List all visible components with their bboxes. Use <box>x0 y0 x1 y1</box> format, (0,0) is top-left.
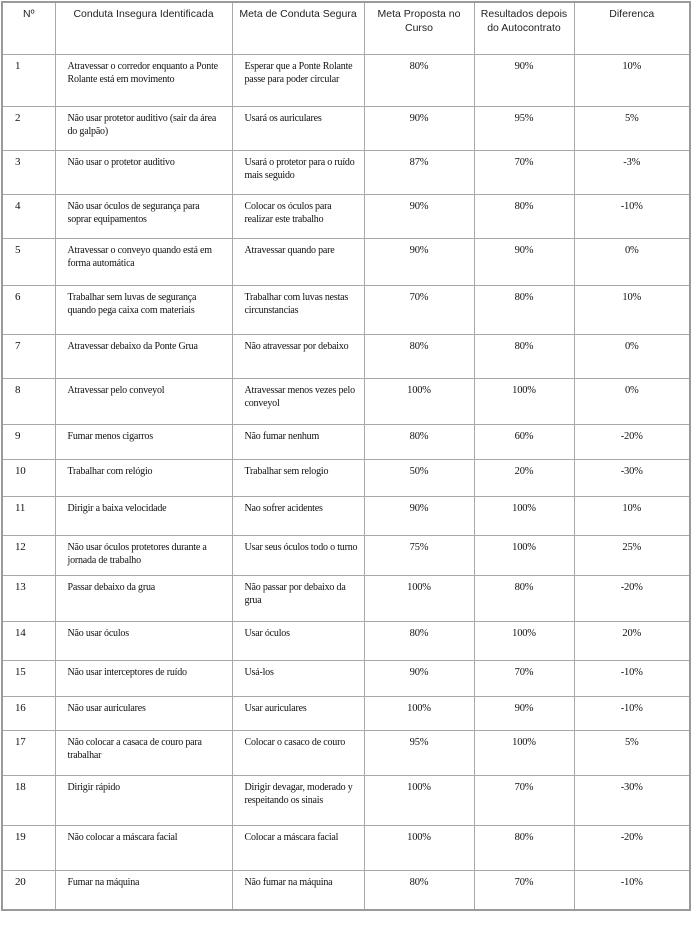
row-number-cell: 11 <box>2 496 55 535</box>
unsafe-conduct-cell: Atravessar pelo conveyol <box>55 378 232 424</box>
table-row <box>2 238 690 285</box>
table-row <box>2 575 690 621</box>
table-row <box>2 825 690 870</box>
table-row <box>2 660 690 696</box>
difference-cell: 0% <box>574 238 690 285</box>
conduct-goals-table <box>1 1 691 911</box>
proposed-goal-cell: 90% <box>364 194 474 238</box>
row-number-cell: 15 <box>2 660 55 696</box>
safe-goal-cell: Não atravessar por debaixo <box>232 334 364 378</box>
row-number-cell: 1 <box>2 54 55 106</box>
difference-cell: -10% <box>574 696 690 730</box>
unsafe-conduct-cell: Não usar óculos de segurança para soprar equipamentos <box>55 194 232 238</box>
row-number-cell: 8 <box>2 378 55 424</box>
result-cell: 90% <box>474 54 574 106</box>
header-difference: Diferenca <box>574 2 690 54</box>
safe-goal-cell: Não passar por debaixo da grua <box>232 575 364 621</box>
proposed-goal-cell: 100% <box>364 696 474 730</box>
safe-goal-cell: Usá-los <box>232 660 364 696</box>
safe-goal-cell: Atravessar menos vezes pelo conveyol <box>232 378 364 424</box>
header-row <box>2 2 690 54</box>
unsafe-conduct-cell: Não usar interceptores de ruído <box>55 660 232 696</box>
unsafe-conduct-cell: Não usar auriculares <box>55 696 232 730</box>
proposed-goal-cell: 100% <box>364 378 474 424</box>
table-row <box>2 535 690 575</box>
result-cell: 90% <box>474 696 574 730</box>
result-cell: 70% <box>474 870 574 910</box>
unsafe-conduct-cell: Não usar óculos protetores durante a jornada de trabalho <box>55 535 232 575</box>
unsafe-conduct-cell: Não colocar a máscara facial <box>55 825 232 870</box>
safe-goal-cell: Usará o protetor para o ruído mais seguido <box>232 150 364 194</box>
result-cell: 80% <box>474 194 574 238</box>
table-row <box>2 285 690 334</box>
proposed-goal-cell: 100% <box>364 825 474 870</box>
proposed-goal-cell: 80% <box>364 54 474 106</box>
result-cell: 60% <box>474 424 574 459</box>
result-cell: 70% <box>474 660 574 696</box>
unsafe-conduct-cell: Trabalhar sem luvas de segurança quando pega caixa com materiais <box>55 285 232 334</box>
table-row <box>2 150 690 194</box>
proposed-goal-cell: 95% <box>364 730 474 775</box>
unsafe-conduct-cell: Não usar o protetor auditivo <box>55 150 232 194</box>
header-results: Resultados depois do Autocontrato <box>474 2 574 54</box>
difference-cell: -10% <box>574 660 690 696</box>
proposed-goal-cell: 80% <box>364 621 474 660</box>
unsafe-conduct-cell: Trabalhar com relógio <box>55 459 232 496</box>
difference-cell: 10% <box>574 54 690 106</box>
row-number-cell: 16 <box>2 696 55 730</box>
table-row <box>2 730 690 775</box>
difference-cell: -20% <box>574 575 690 621</box>
difference-cell: 10% <box>574 496 690 535</box>
result-cell: 100% <box>474 730 574 775</box>
difference-cell: -30% <box>574 459 690 496</box>
row-number-cell: 18 <box>2 775 55 825</box>
proposed-goal-cell: 87% <box>364 150 474 194</box>
proposed-goal-cell: 100% <box>364 775 474 825</box>
row-number-cell: 10 <box>2 459 55 496</box>
table-row <box>2 194 690 238</box>
table-row <box>2 696 690 730</box>
result-cell: 80% <box>474 285 574 334</box>
row-number-cell: 14 <box>2 621 55 660</box>
table-row <box>2 378 690 424</box>
safe-goal-cell: Usará os auriculares <box>232 106 364 150</box>
difference-cell: -10% <box>574 870 690 910</box>
difference-cell: 10% <box>574 285 690 334</box>
result-cell: 100% <box>474 378 574 424</box>
proposed-goal-cell: 70% <box>364 285 474 334</box>
unsafe-conduct-cell: Atravessar debaixo da Ponte Grua <box>55 334 232 378</box>
table-row <box>2 775 690 825</box>
result-cell: 80% <box>474 334 574 378</box>
safe-goal-cell: Colocar a máscara facial <box>232 825 364 870</box>
safe-goal-cell: Não fumar nenhum <box>232 424 364 459</box>
result-cell: 100% <box>474 535 574 575</box>
safe-goal-cell: Atravessar quando pare <box>232 238 364 285</box>
safe-goal-cell: Usar óculos <box>232 621 364 660</box>
result-cell: 95% <box>474 106 574 150</box>
result-cell: 70% <box>474 775 574 825</box>
difference-cell: 20% <box>574 621 690 660</box>
table-row <box>2 870 690 910</box>
result-cell: 20% <box>474 459 574 496</box>
unsafe-conduct-cell: Atravessar o conveyo quando está em forma automática <box>55 238 232 285</box>
difference-cell: -20% <box>574 424 690 459</box>
row-number-cell: 19 <box>2 825 55 870</box>
result-cell: 80% <box>474 575 574 621</box>
difference-cell: -20% <box>574 825 690 870</box>
safe-goal-cell: Nao sofrer acidentes <box>232 496 364 535</box>
safe-goal-cell: Trabalhar sem relogio <box>232 459 364 496</box>
row-number-cell: 13 <box>2 575 55 621</box>
unsafe-conduct-cell: Atravessar o corredor enquanto a Ponte Rolante está em movimento <box>55 54 232 106</box>
row-number-cell: 6 <box>2 285 55 334</box>
safe-goal-cell: Não fumar na máquina <box>232 870 364 910</box>
difference-cell: -30% <box>574 775 690 825</box>
table-row <box>2 54 690 106</box>
row-number-cell: 3 <box>2 150 55 194</box>
safe-goal-cell: Esperar que a Ponte Rolante passe para poder circular <box>232 54 364 106</box>
difference-cell: -10% <box>574 194 690 238</box>
row-number-cell: 9 <box>2 424 55 459</box>
proposed-goal-cell: 90% <box>364 238 474 285</box>
table-row <box>2 424 690 459</box>
header-proposed-goal: Meta Proposta no Curso <box>364 2 474 54</box>
header-number: Nº <box>2 2 55 54</box>
unsafe-conduct-cell: Fumar menos cigarros <box>55 424 232 459</box>
proposed-goal-cell: 50% <box>364 459 474 496</box>
safe-goal-cell: Colocar os óculos para realizar este trabalho <box>232 194 364 238</box>
unsafe-conduct-cell: Não colocar a casaca de couro para trabalhar <box>55 730 232 775</box>
table-row <box>2 334 690 378</box>
proposed-goal-cell: 100% <box>364 575 474 621</box>
unsafe-conduct-cell: Passar debaixo da grua <box>55 575 232 621</box>
unsafe-conduct-cell: Dirigir a baixa velocidade <box>55 496 232 535</box>
difference-cell: 5% <box>574 730 690 775</box>
difference-cell: 25% <box>574 535 690 575</box>
safe-goal-cell: Colocar o casaco de couro <box>232 730 364 775</box>
table-row <box>2 106 690 150</box>
difference-cell: 0% <box>574 378 690 424</box>
safe-goal-cell: Trabalhar com luvas nestas circunstancias <box>232 285 364 334</box>
header-safe-goal: Meta de Conduta Segura <box>232 2 364 54</box>
table-row <box>2 621 690 660</box>
proposed-goal-cell: 90% <box>364 660 474 696</box>
proposed-goal-cell: 90% <box>364 106 474 150</box>
result-cell: 100% <box>474 621 574 660</box>
difference-cell: -3% <box>574 150 690 194</box>
header-unsafe-conduct: Conduta Insegura Identificada <box>55 2 232 54</box>
row-number-cell: 20 <box>2 870 55 910</box>
result-cell: 90% <box>474 238 574 285</box>
row-number-cell: 2 <box>2 106 55 150</box>
row-number-cell: 5 <box>2 238 55 285</box>
result-cell: 70% <box>474 150 574 194</box>
safe-goal-cell: Dirigir devagar, moderado y respeitando os sinais <box>232 775 364 825</box>
unsafe-conduct-cell: Dirigir rápido <box>55 775 232 825</box>
proposed-goal-cell: 80% <box>364 870 474 910</box>
row-number-cell: 12 <box>2 535 55 575</box>
safe-goal-cell: Usar seus óculos todo o turno <box>232 535 364 575</box>
proposed-goal-cell: 90% <box>364 496 474 535</box>
table-row <box>2 496 690 535</box>
proposed-goal-cell: 80% <box>364 424 474 459</box>
difference-cell: 5% <box>574 106 690 150</box>
table-row <box>2 459 690 496</box>
row-number-cell: 17 <box>2 730 55 775</box>
unsafe-conduct-cell: Não usar óculos <box>55 621 232 660</box>
result-cell: 80% <box>474 825 574 870</box>
unsafe-conduct-cell: Fumar na máquina <box>55 870 232 910</box>
row-number-cell: 7 <box>2 334 55 378</box>
safe-goal-cell: Usar auriculares <box>232 696 364 730</box>
row-number-cell: 4 <box>2 194 55 238</box>
unsafe-conduct-cell: Não usar protetor auditivo (sair da área do galpão) <box>55 106 232 150</box>
result-cell: 100% <box>474 496 574 535</box>
difference-cell: 0% <box>574 334 690 378</box>
proposed-goal-cell: 80% <box>364 334 474 378</box>
proposed-goal-cell: 75% <box>364 535 474 575</box>
